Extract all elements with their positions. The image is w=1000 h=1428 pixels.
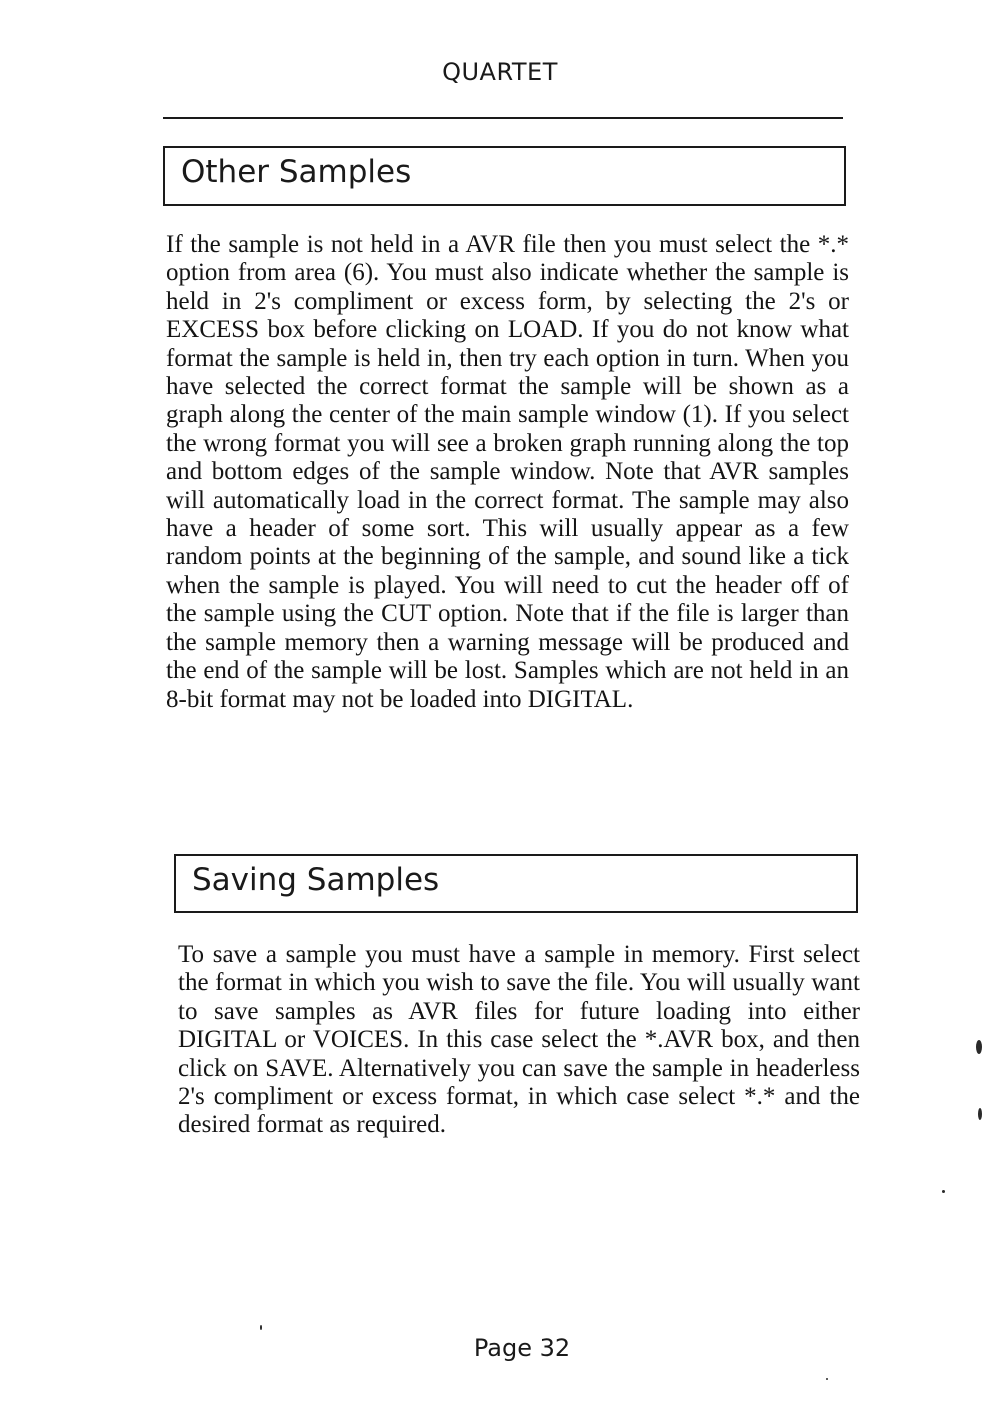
scan-speck: [260, 1325, 262, 1330]
scan-speck: [976, 1040, 982, 1054]
scan-speck: [942, 1190, 945, 1193]
scan-speck: [978, 1108, 982, 1120]
page-number: Page 32: [473, 1334, 571, 1362]
header-rule: [163, 117, 843, 119]
body-paragraph: To save a sample you must have a sample in memory. First select the format in which you wish to save the file. You will usually want to save samples as AVR files for future loading into either DIGITAL or VOICES. In this case select the *.AVR box, and then click on SAVE. Alternatively you can save the sample in headerless 2's compliment or excess format, in which case select *.* and the desired format as required.: [178, 941, 860, 1139]
section-heading: Other Samples: [181, 154, 412, 190]
section-heading-box: [163, 146, 846, 206]
section-heading-box: [174, 854, 858, 913]
scan-speck: [826, 1378, 828, 1380]
running-title: QUARTET: [442, 58, 558, 86]
section-heading: Saving Samples: [192, 862, 440, 898]
body-paragraph: If the sample is not held in a AVR file then you must select the *.* option from area (6). You must also indicate whether the sample is held in 2's compliment or excess form, by selecting the 2's or EXCESS box before clicking on LOAD. If you do not know what format the sample is held in, then try each option in turn. When you have selected the correct format the sample will be shown as a graph along the center of the main sample window (1). If you select the wrong format you will see a broken graph running along the top and bottom edges of the sample window. Note that AVR samples will automatically load in the correct format. The sample may also have a header of some sort. This will usually appear as a few random points at the beginning of the sample, and sound like a tick when the sample is played. You will need to cut the header off of the sample using the CUT option. Note that if the file is larger than the sample memory then a warning message will be produced and the end of the sample will be lost. Samples which are not held in an 8-bit format may not be loaded into DIGITAL.: [166, 231, 849, 713]
